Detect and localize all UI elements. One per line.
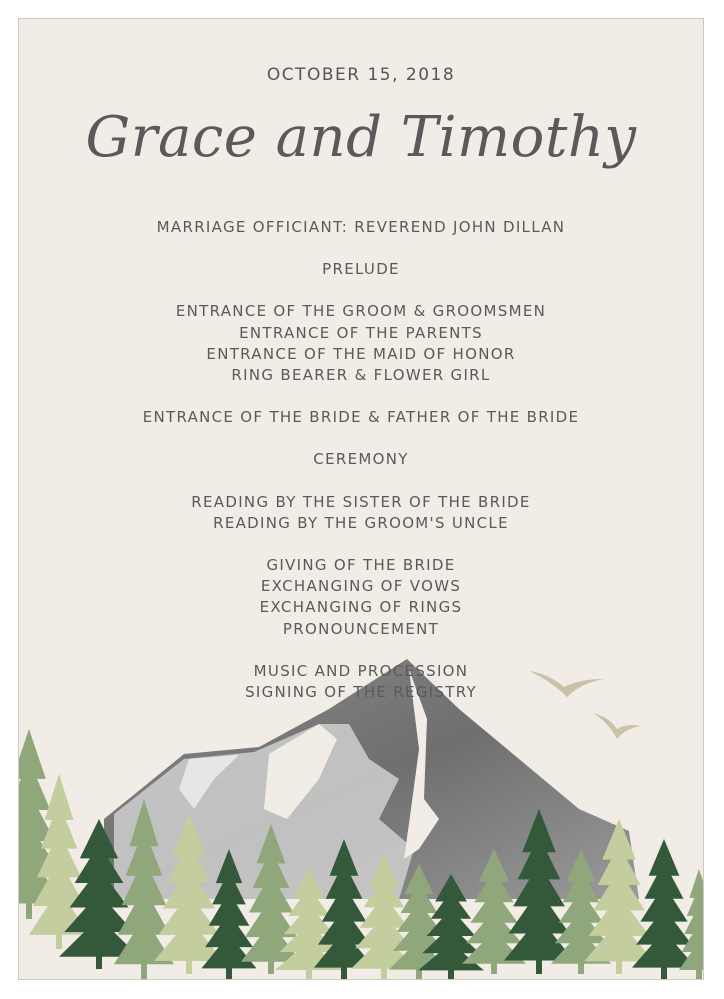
program-item: ENTRANCE OF THE MAID OF HONOR [206,344,516,363]
program-list [19,217,703,724]
program-section [19,407,703,428]
program-section [19,555,703,640]
program-item: SIGNING OF THE REGISTRY [245,683,477,702]
program-item: READING BY THE SISTER OF THE BRIDE [191,492,531,511]
program-section [19,259,703,280]
program-item: RING BEARER & FLOWER GIRL [231,366,491,385]
program-item: EXCHANGING OF VOWS [260,577,462,596]
wedding-date: OCTOBER 15, 2018 [266,65,456,85]
program-item: MARRIAGE OFFICIANT: REVEREND JOHN DILLAN [156,218,566,236]
program-item: ENTRANCE OF THE PARENTS [239,323,483,342]
program-item: READING BY THE GROOM'S UNCLE [213,513,509,532]
program-section [19,449,703,470]
program-item: PRELUDE [322,260,400,279]
program-section [19,661,703,703]
program-item: GIVING OF THE BRIDE [266,556,456,575]
program-item: EXCHANGING OF RINGS [259,598,463,617]
program-item: ENTRANCE OF THE GROOM & GROOMSMEN [175,302,547,321]
couple-names: Grace and Timothy [85,105,637,170]
program-card [18,18,704,980]
program-item: ENTRANCE OF THE BRIDE & FATHER OF THE BRIDE [142,408,580,427]
program-section [19,492,703,534]
program-section [19,217,703,238]
program-item: MUSIC AND PROCESSION [253,661,469,680]
program-section [19,301,703,386]
program-item: CEREMONY [313,450,409,469]
program-item: PRONOUNCEMENT [282,619,440,638]
